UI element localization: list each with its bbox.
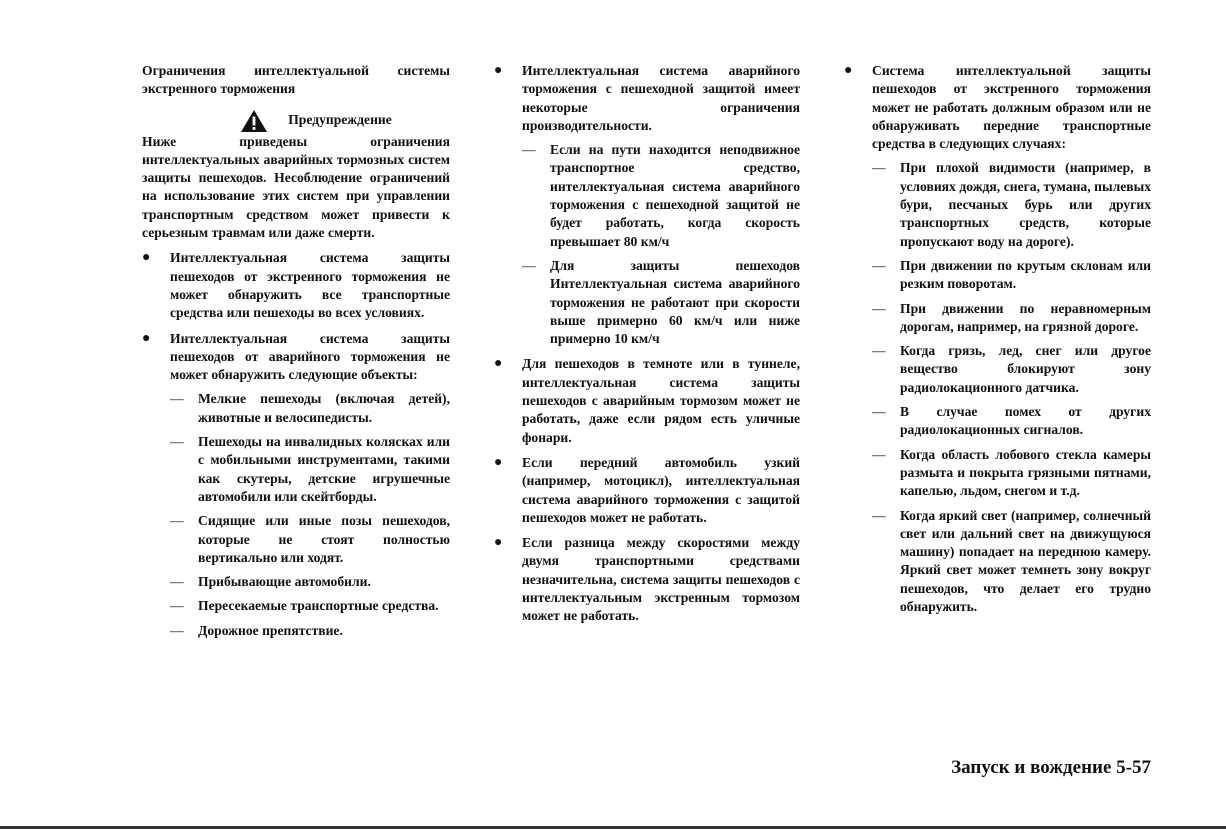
dash-item: — Когда яркий свет (например, солнечный свет или дальний свет на движущуюся машину) попадает на переднюю камеру. Яркий свет может темнеть зону вокруг пешеходов, что делает его трудно обнаружить. (844, 507, 1151, 617)
bullet-item: ● Интеллектуальная система аварийного торможения с пешеходной защитой имеет некоторые ограничения производительности. (494, 62, 800, 135)
warning-text: Ниже приведены ограничения интеллектуальных аварийных тормозных систем защиты пешеходов. Несоблюдение ограничений на использование этих систем при управлении транспортным средством может привести к серьезным травмам или даже смерти. (142, 133, 450, 241)
dash-item: — Мелкие пешеходы (включая детей), животные и велосипедисты. (142, 390, 450, 427)
dash-item: — Пешеходы на инвалидных колясках или с мобильными инструментами, такими как скутеры, детские игрушечные автомобили или скейтборды. (142, 433, 450, 506)
bullet-item: ● Система интеллектуальной защиты пешеходов от экстренного торможения может не работать должным образом или не обнаруживать передние транспортные средства в следующих случаях: (844, 62, 1151, 153)
column-right (844, 62, 1151, 616)
dash-item: — Сидящие или иные позы пешеходов, которые не стоят полностью вертикально или ходят. (142, 512, 450, 567)
bullet-item: ● Для пешеходов в темноте или в туннеле, интеллектуальная система защиты пешеходов с аварийным тормозом может не работать, даже если рядом есть уличные фонари. (494, 355, 800, 446)
column-middle (494, 62, 800, 626)
bullet-item: ● Если передний автомобиль узкий (например, мотоцикл), интеллектуальная система аварийного торможения с защитой пешеходов может не работать. (494, 454, 800, 527)
dash-item: — Когда область лобового стекла камеры размыта и покрыта грязными пятнами, капелью, льдом, снегом и т.д. (844, 446, 1151, 501)
page-footer: Запуск и вождение 5-57 (951, 757, 1151, 778)
dash-item: — Прибывающие автомобили. (142, 573, 450, 591)
dash-item: — Если на пути находится неподвижное транспортное средство, интеллектуальная система аварийного торможения с пешеходной защитой не будет работать, когда скорость превышает 80 км/ч (494, 141, 800, 251)
bullet-item: ● Если разница между скоростями между двумя транспортными средствами незначительна, система защиты пешеходов с интеллектуальным экстренным тормозом может не работать. (494, 534, 800, 625)
warning-header (142, 109, 450, 133)
dash-item: — При плохой видимости (например, в условиях дождя, снега, тумана, пылевых бури, песчаных бурь или других транспортных средств, которые пропускают воду на дороге). (844, 159, 1151, 250)
dash-item: — Для защиты пешеходов Интеллектуальная система аварийного торможения не работают при скорости выше примерно 60 км/ч или ниже примерно 10 км/ч (494, 257, 800, 348)
dash-item: — При движении по неравномерным дорогам, например, на грязной дороге. (844, 300, 1151, 337)
column-left (142, 62, 450, 640)
dash-item: — Пересекаемые транспортные средства. (142, 597, 450, 615)
bullet-item: ● Интеллектуальная система защиты пешеходов от аварийного торможения не может обнаружить следующие объекты: (142, 330, 450, 385)
warning-triangle-icon (240, 109, 268, 133)
dash-item: — Дорожное препятствие. (142, 622, 450, 640)
warning-title: Предупреждение (288, 112, 392, 128)
bullet-item: ● Интеллектуальная система защиты пешеходов от экстренного торможения не может обнаружить все транспортные средства или пешеходы во всех условиях. (142, 249, 450, 322)
section-heading: Ограничения интеллектуальной системы экстренного торможения (142, 63, 450, 97)
dash-item: — При движении по крутым склонам или резким поворотам. (844, 257, 1151, 294)
dash-item: — В случае помех от других радиолокационных сигналов. (844, 403, 1151, 440)
dash-item: — Когда грязь, лед, снег или другое вещество блокируют зону радиолокационного датчика. (844, 342, 1151, 397)
